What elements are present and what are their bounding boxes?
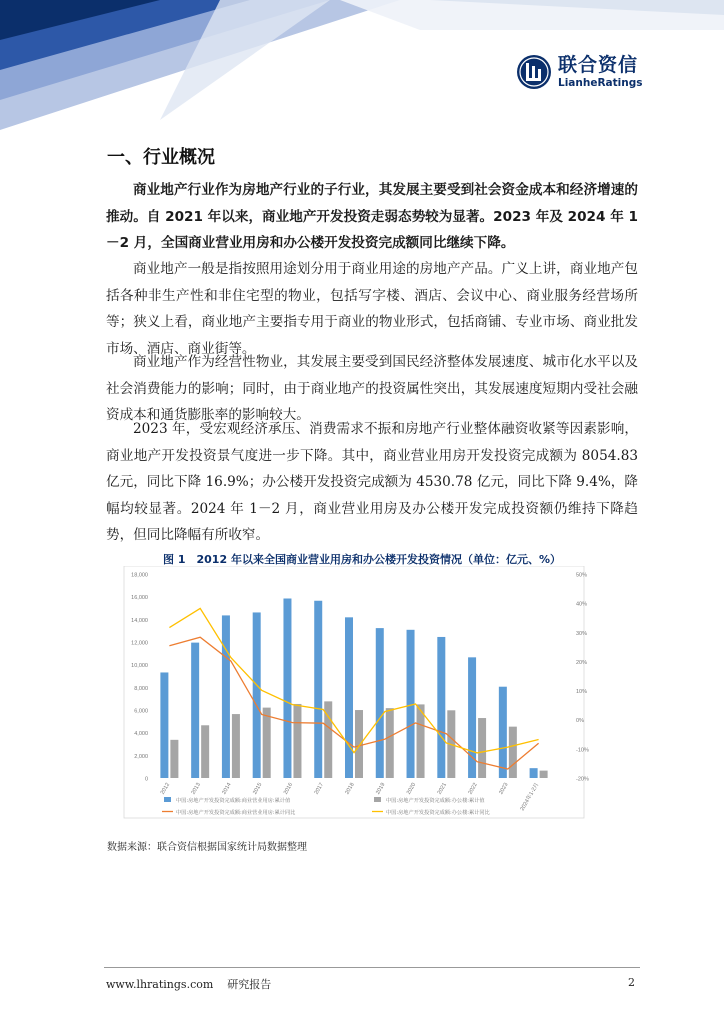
bar-mark (345, 617, 353, 778)
x-axis-tick-label: 2016 (282, 782, 295, 796)
bar-mark (293, 704, 301, 778)
left-axis-tick-label: 10,000 (131, 663, 148, 670)
bar-mark (540, 771, 548, 778)
bar-mark (499, 687, 507, 778)
x-axis-tick-label: 2015 (252, 782, 264, 796)
right-axis-tick-label: 10% (576, 689, 588, 696)
figure-caption: 图 1 2012 年以来全国商业营业用房和办公楼开发投资情况（单位：亿元、%） (163, 553, 561, 566)
logo-icon (516, 54, 552, 90)
left-axis-tick-label: 0 (144, 776, 148, 783)
section-title: 一、行业概况 (107, 147, 215, 168)
body-paragraph-drivers: 商业地产作为经营性物业，其发展主要受到国民经济整体发展速度、城市化水平以及社会消费能力的影响；同时，由于商业地产的投资属性突出，其发展速度短期内受社会融资成本和通货膨胀率的影响较大。 (106, 354, 638, 423)
legend-swatch (374, 797, 381, 802)
bar-mark (201, 725, 209, 778)
left-axis-tick-label: 8,000 (134, 685, 148, 692)
x-axis-tick-label: 2013 (190, 782, 202, 796)
bar-mark (530, 768, 538, 778)
x-axis-tick-label: 2012 (159, 782, 172, 796)
x-axis-tick-label: 2021 (436, 782, 449, 796)
x-axis-tick-label: 2014 (221, 782, 233, 796)
legend-swatch (164, 797, 171, 802)
legend-label: 中国:房地产开发投资完成额:商业营业用房:累计同比 (176, 810, 296, 816)
bar-mark (253, 612, 261, 778)
bar-mark (478, 718, 486, 778)
x-axis-tick-label: 2019 (375, 782, 387, 796)
left-axis-tick-label: 16,000 (131, 595, 148, 602)
right-axis-tick-label: 20% (576, 659, 588, 666)
right-axis-tick-label: 30% (576, 630, 588, 637)
legend-label: 中国:房地产开发投资完成额:商业营业用房:累计值 (176, 798, 291, 804)
body-paragraph-2023: 2023 年，受宏观经济承压、消费需求不振和房地产行业整体融资收紧等因素影响，商业地产开发投资景气度进一步下降。其中，商业营业用房开发投资完成额为 8054.83 亿元，同比下降 16.9%；办公楼开发投资完成额为 4530.78 亿元，同比下降 9.4%，降幅均较显著。2024 年 1－2 月，商业营业用房及办公楼开发完成投资额仍维持下降趋势，但同比降幅有所收窄。 (106, 421, 638, 543)
x-axis-tick-label: 2024年1-2月 (519, 782, 541, 813)
legend-label: 中国:房地产开发投资完成额:办公楼:累计同比 (386, 810, 490, 816)
legend-label: 中国:房地产开发投资完成额:办公楼:累计值 (386, 798, 485, 804)
bar-mark (222, 615, 230, 778)
page-number: 2 (628, 976, 635, 989)
logo-chinese-name: 联合资信 (558, 53, 639, 76)
left-axis-tick-label: 2,000 (134, 753, 148, 760)
bar-mark (376, 628, 384, 778)
body-paragraph-definition: 商业地产一般是指按照用途划分用于商业用途的房地产产品。广义上讲，商业地产包括各种非生产性和非住宅型的物业，包括写字楼、酒店、会议中心、商业服务经营场所等；狭义上看，商业地产主要指专用于商业的物业形式，包括商铺、专业市场、商业批发市场、酒店、商业街等。 (106, 261, 638, 357)
bar-mark (355, 710, 363, 778)
data-source-note: 数据来源：联合资信根据国家统计局数据整理 (107, 842, 307, 853)
x-axis-tick-label: 2022 (467, 782, 479, 796)
bar-mark (314, 601, 322, 778)
right-axis-tick-label: 40% (576, 601, 588, 608)
right-axis-tick-label: -20% (576, 776, 589, 783)
left-axis-tick-label: 4,000 (134, 731, 148, 738)
bar-mark (509, 727, 517, 778)
right-axis-tick-label: -10% (576, 747, 589, 754)
bar-mark (386, 708, 394, 778)
bar-mark (263, 708, 271, 778)
footer-divider (104, 967, 640, 968)
footer-doc-type: 研究报告 (227, 978, 272, 991)
left-axis-tick-label: 12,000 (131, 640, 148, 647)
bar-mark (283, 599, 291, 778)
left-axis-tick-label: 14,000 (131, 617, 148, 624)
footer-website-link[interactable]: www.lhratings.com (106, 978, 214, 991)
investment-chart (104, 566, 620, 830)
left-axis-tick-label: 18,000 (131, 572, 148, 579)
bar-mark (232, 714, 240, 778)
bar-mark (170, 740, 178, 778)
bar-mark (437, 637, 445, 778)
left-axis-tick-label: 6,000 (134, 708, 148, 715)
bar-mark (417, 704, 425, 778)
summary-paragraph: 商业地产行业作为房地产行业的子行业，其发展主要受到社会资金成本和经济增速的推动。自 2021 年以来，商业地产开发投资走弱态势较为显著。2023 年及 2024 年 1－2 月，全国商业营业用房和办公楼开发投资完成额同比继续下降。 (106, 182, 638, 251)
x-axis-tick-label: 2023 (498, 782, 510, 796)
lianhe-logo (516, 54, 642, 90)
bar-mark (191, 643, 199, 778)
x-axis-tick-label: 2020 (405, 782, 418, 796)
right-axis-tick-label: 50% (576, 572, 588, 579)
bar-mark (160, 672, 168, 778)
logo-english-name: LianheRatings (558, 76, 643, 89)
x-axis-tick-label: 2018 (344, 782, 356, 796)
footer-info (106, 976, 285, 992)
right-axis-tick-label: 0% (576, 718, 584, 725)
x-axis-tick-label: 2017 (313, 782, 325, 796)
